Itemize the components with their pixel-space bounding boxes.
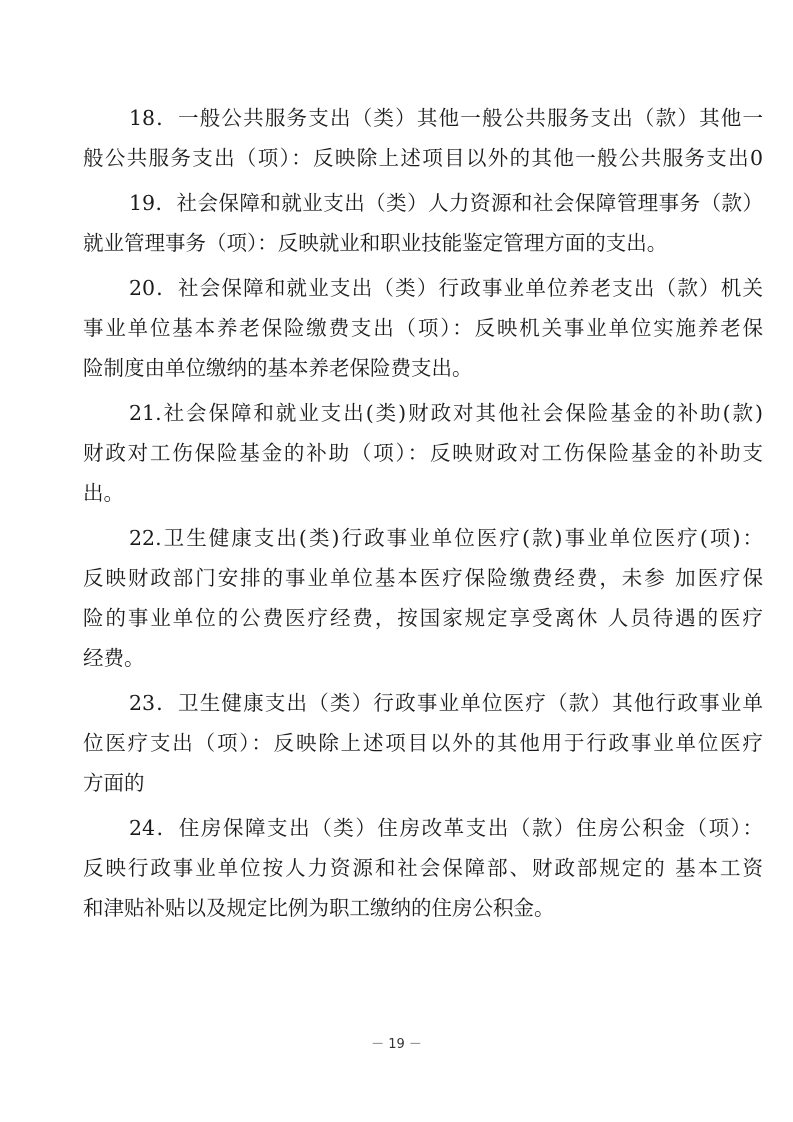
paragraph-line: 经费。 bbox=[83, 646, 145, 670]
paragraph-line: 险的事业单位的公费医疗经费，按国家规定享受离休 人员待遇的医疗 bbox=[83, 606, 763, 630]
paragraph-line: 财政对工伤保险基金的补助（项）：反映财政对工伤保险基金的补助支 bbox=[83, 441, 763, 465]
paragraph-line: 22.卫生健康支出(类)行政事业单位医疗(款)事业单位医疗(项)： bbox=[129, 526, 763, 550]
paragraph-line: 23．卫生健康支出（类）行政事业单位医疗（款）其他行政事业单 bbox=[129, 691, 763, 715]
paragraph-line: 就业管理事务（项）：反映就业和职业技能鉴定管理方面的支出。 bbox=[83, 231, 668, 255]
paragraph-line: 21.社会保障和就业支出(类)财政对其他社会保险基金的补助(款) bbox=[129, 401, 763, 425]
paragraph-line: 事业单位基本养老保险缴费支出（项）：反映机关事业单位实施养老保 bbox=[83, 316, 763, 340]
paragraph-line: 险制度由单位缴纳的基本养老保险费支出。 bbox=[83, 356, 473, 380]
paragraph-line: 20．社会保障和就业支出（类）行政事业单位养老支出（款）机关 bbox=[129, 276, 763, 300]
page-number: － 19 － bbox=[371, 1037, 422, 1052]
paragraph-line: 出。 bbox=[83, 481, 124, 505]
paragraph-line: 反映财政部门安排的事业单位基本医疗保险缴费经费，未参 加医疗保 bbox=[83, 566, 763, 590]
paragraph-line: 19．社会保障和就业支出（类）人力资源和社会保障管理事务（款） bbox=[129, 191, 763, 215]
paragraph-line: 24．住房保障支出（类）住房改革支出（款）住房公积金（项）： bbox=[129, 816, 763, 840]
paragraph-line: 般公共服务支出（项）：反映除上述项目以外的其他一般公共服务支出0 bbox=[83, 146, 763, 170]
paragraph-line: 方面的 bbox=[83, 771, 145, 795]
paragraph-line: 反映行政事业单位按人力资源和社会保障部、财政部规定的 基本工资 bbox=[83, 856, 763, 880]
paragraph-line: 位医疗支出（项）：反映除上述项目以外的其他用于行政事业单位医疗 bbox=[83, 731, 763, 755]
paragraph-line: 18．一般公共服务支出（类）其他一般公共服务支出（款）其他一 bbox=[129, 106, 763, 130]
paragraph-line: 和津贴补贴以及规定比例为职工缴纳的住房公积金。 bbox=[83, 896, 555, 920]
